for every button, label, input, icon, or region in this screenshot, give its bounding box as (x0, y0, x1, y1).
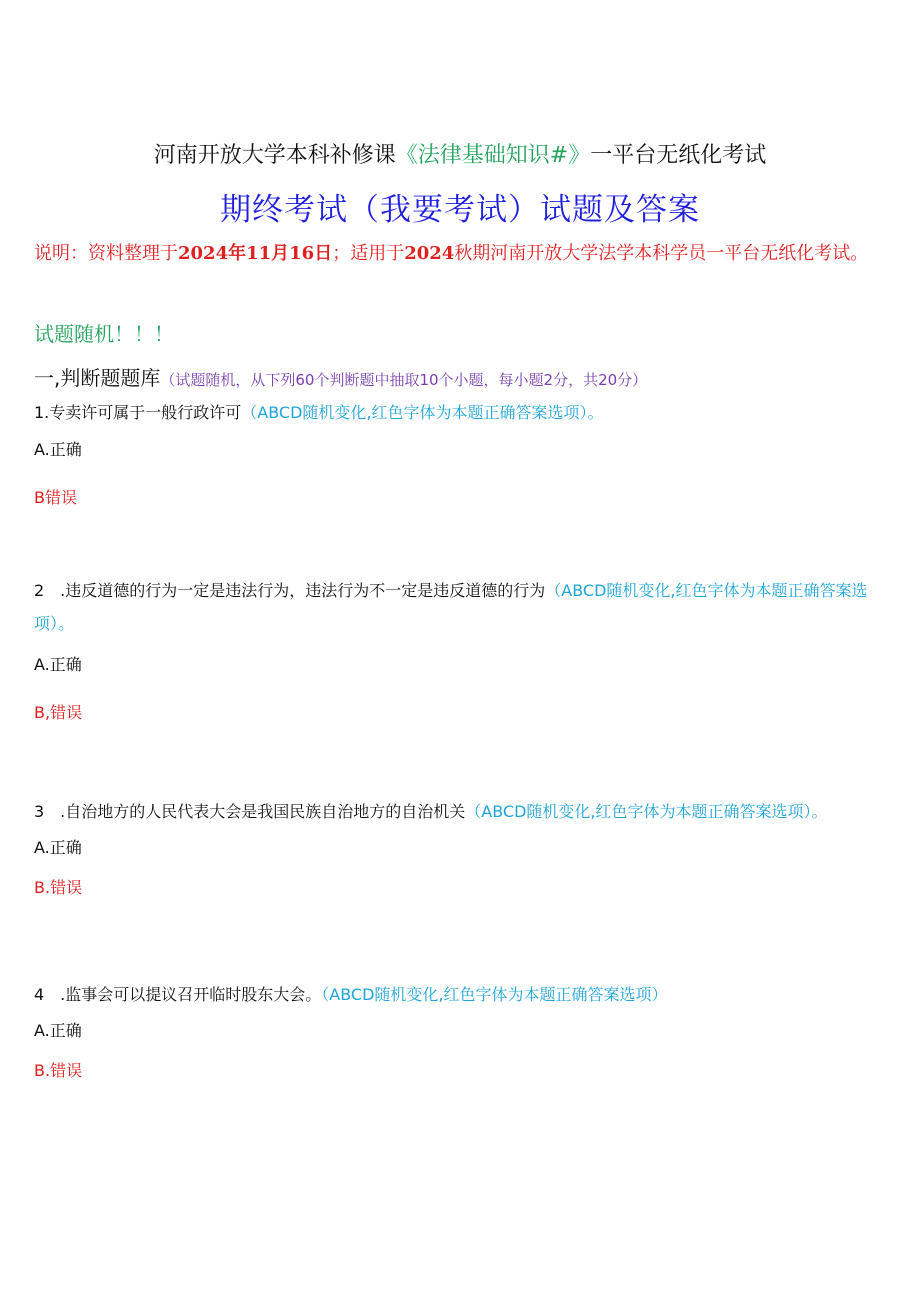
question-1-option-b: B错误 (34, 488, 77, 507)
question-2 (34, 574, 886, 640)
question-text: 1.专卖许可属于一般行政许可 (34, 403, 242, 422)
title-prefix: 河南开放大学本科补修课 (153, 143, 396, 168)
question-hint: （ABCD随机变化,红色字体为本题正确答案选项）。 (465, 802, 828, 821)
question-1 (34, 400, 604, 423)
question-3-option-a: A.正确 (34, 838, 82, 857)
title-suffix: 一平台无纸化考试 (590, 143, 767, 168)
note-part-1: 说明：资料整理于 (34, 243, 178, 264)
question-3 (34, 799, 828, 822)
question-hint: （ABCD随机变化,红色字体为本题正确答案选项） (321, 985, 668, 1004)
document-title (0, 138, 920, 169)
question-hint: （ABCD随机变化,红色字体为本题正确答案选项）。 (34, 581, 868, 633)
course-name: 《法律基础知识#》 (395, 143, 591, 168)
question-4 (34, 982, 668, 1005)
question-text: 3 .自治地方的人民代表大会是我国民族自治地方的自治机关 (34, 802, 466, 821)
question-4-option-b: B.错误 (34, 1061, 83, 1080)
note-part-2: ；适用于 (332, 243, 405, 264)
question-4-option-a: A.正确 (34, 1021, 82, 1040)
document-subtitle: 期终考试（我要考试）试题及答案 (220, 192, 700, 228)
question-hint: （ABCD随机变化,红色字体为本题正确答案选项）。 (241, 403, 604, 422)
section-heading (34, 362, 647, 391)
section-title: 一,判断题题库 (34, 366, 161, 390)
note-part-3: 秋期河南开放大学法学本科学员一平台无纸化考试。 (454, 243, 869, 264)
question-3-option-b: B.错误 (34, 878, 83, 897)
question-2-option-b: B,错误 (34, 703, 83, 722)
question-text: 2 .违反道德的行为一定是违法行为，违法行为不一定是违反道德的行为 (34, 581, 546, 600)
note-year: 2024 (404, 243, 455, 264)
question-1-option-a: A.正确 (34, 440, 82, 459)
random-label: 试题随机！！！ (34, 322, 174, 346)
question-2-option-a: A.正确 (34, 655, 82, 674)
section-note: （试题随机，从下列60个判断题中抽取10个小题，每小题2分，共20分） (160, 371, 648, 389)
exam-note (34, 234, 886, 274)
note-date: 2024年11月16日 (178, 243, 333, 264)
question-text: 4 .监事会可以提议召开临时股东大会。 (34, 985, 322, 1004)
